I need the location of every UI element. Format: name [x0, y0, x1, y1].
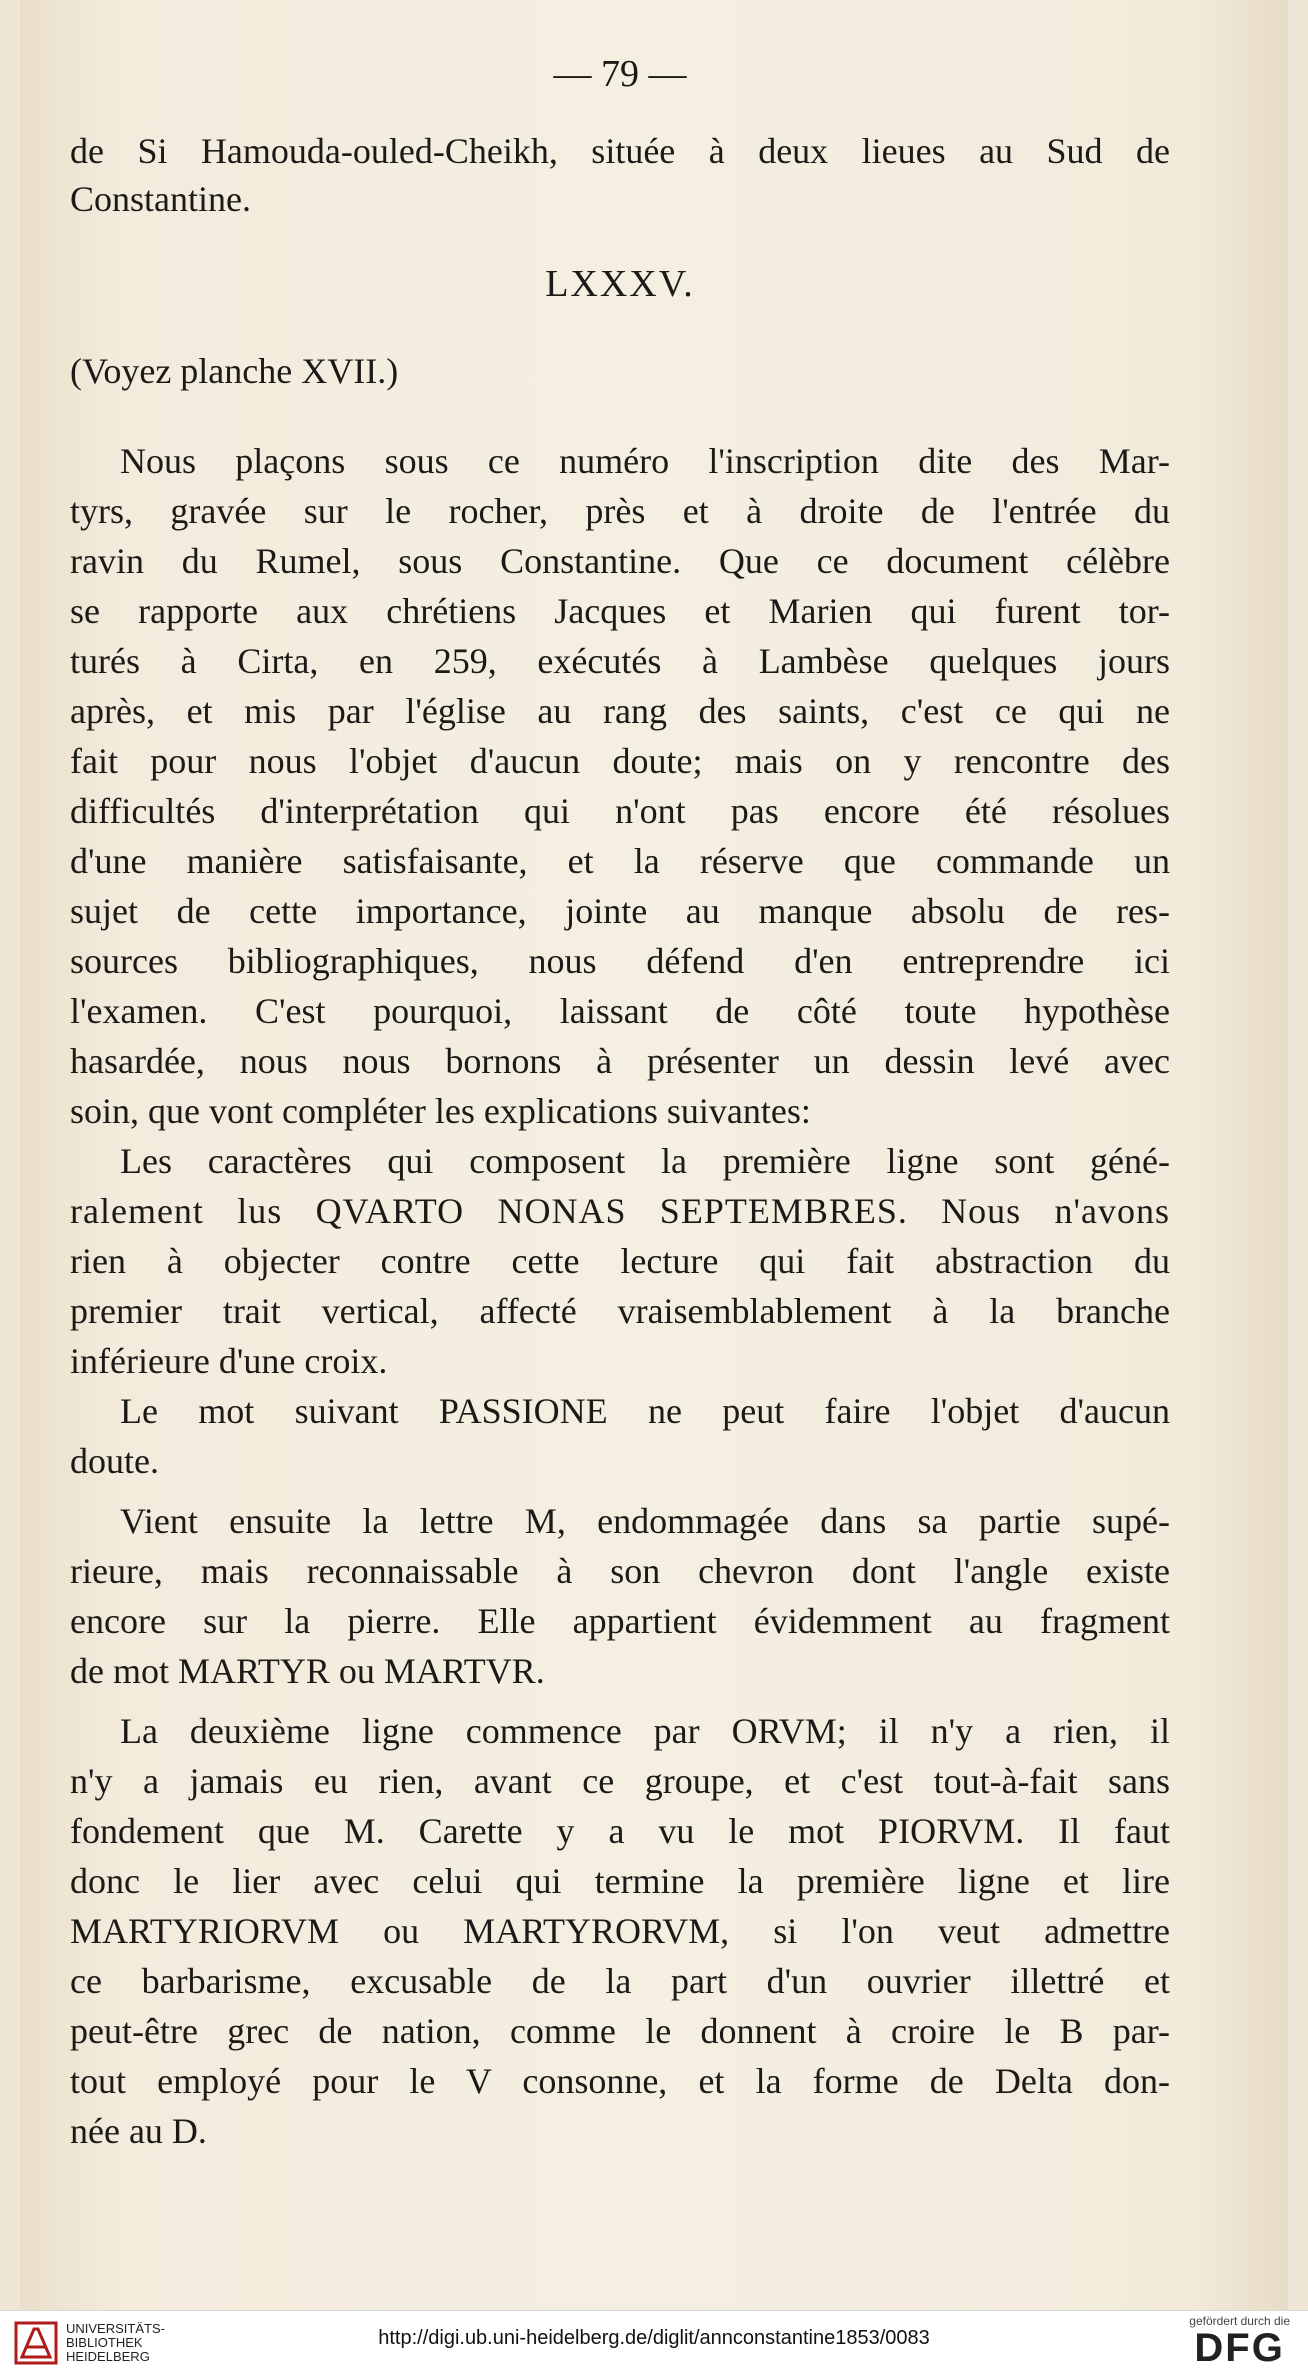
text-line: peut-être grec de nation, comme le donnent à croire le B par-	[70, 2011, 1170, 2051]
text-line: se rapporte aux chrétiens Jacques et Marien qui furent tor-	[70, 591, 1170, 631]
text-line: MARTYRIORVM ou MARTYRORVM, si l'on veut admettre	[70, 1911, 1170, 1951]
text-line: n'y a jamais eu rien, avant ce groupe, et c'est tout-à-fait sans	[70, 1761, 1170, 1801]
text-line: après, et mis par l'église au rang des saints, c'est ce qui ne	[70, 691, 1170, 731]
viewer-footer	[0, 2310, 1308, 2372]
text-line: rien à objecter contre cette lecture qui fait abstraction du	[70, 1241, 1170, 1281]
text-line: sources bibliographiques, nous défend d'en entreprendre ici	[70, 941, 1170, 981]
text-line: La deuxième ligne commence par ORVM; il n'y a rien, il	[120, 1711, 1170, 1751]
sponsor-label: gefördert durch die	[1189, 2314, 1290, 2328]
text-line: tyrs, gravée sur le rocher, près et à droite de l'entrée du	[70, 491, 1170, 531]
library-name-line: HEIDELBERG	[66, 2349, 150, 2364]
text-line: fondement que M. Carette y a vu le mot PIORVM. Il faut	[70, 1811, 1170, 1851]
text-line: encore sur la pierre. Elle appartient évidemment au fragment	[70, 1601, 1170, 1641]
text-line: fait pour nous l'objet d'aucun doute; mais on y rencontre des	[70, 741, 1170, 781]
text-line: de mot MARTYR ou MARTVR.	[70, 1651, 545, 1691]
text-line: ravin du Rumel, sous Constantine. Que ce document célèbre	[70, 541, 1170, 581]
section-heading: LXXXV.	[545, 263, 695, 305]
text-line: donc le lier avec celui qui termine la première ligne et lire	[70, 1861, 1170, 1901]
text-line: de Si Hamouda-ouled-Cheikh, située à deux lieues au Sud de	[70, 131, 1170, 171]
library-name-line: UNIVERSITÄTS-	[66, 2321, 165, 2336]
sponsor-logo	[1189, 2314, 1290, 2368]
text-line: Les caractères qui composent la première ligne sont géné-	[120, 1141, 1170, 1181]
text-line: née au D.	[70, 2111, 207, 2151]
text-line: inférieure d'une croix.	[70, 1341, 388, 1381]
text-line: soin, que vont compléter les explications suivantes:	[70, 1091, 811, 1131]
text-line: l'examen. C'est pourquoi, laissant de côté toute hypothèse	[70, 991, 1170, 1031]
permalink-url[interactable]: http://digi.ub.uni-heidelberg.de/diglit/annconstantine1853/0083	[378, 2327, 930, 2349]
text-line: premier trait vertical, affecté vraisemblablement à la branche	[70, 1291, 1170, 1331]
text-line: d'une manière satisfaisante, et la réserve que commande un	[70, 841, 1170, 881]
text-line: turés à Cirta, en 259, exécutés à Lambèse quelques jours	[70, 641, 1170, 681]
page-number: — 79 —	[553, 53, 687, 95]
text-line: tout employé pour le V consonne, et la forme de Delta don-	[70, 2061, 1170, 2101]
text-line: Constantine.	[70, 179, 251, 219]
text-line: difficultés d'interprétation qui n'ont pas encore été résolues	[70, 791, 1170, 831]
library-name-line: BIBLIOTHEK	[66, 2335, 143, 2350]
dfg-logo: DFG	[1194, 2326, 1285, 2370]
text-line: Vient ensuite la lettre M, endommagée dans sa partie supé-	[120, 1501, 1170, 1541]
text-line: Le mot suivant PASSIONE ne peut faire l'objet d'aucun	[120, 1391, 1170, 1431]
text-line: doute.	[70, 1441, 159, 1481]
text-line: Nous plaçons sous ce numéro l'inscription dite des Mar-	[120, 441, 1170, 481]
text-line: ralement lus QVARTO NONAS SEPTEMBRES. Nous n'avons	[70, 1191, 1170, 1231]
text-line: rieure, mais reconnaissable à son chevron dont l'angle existe	[70, 1551, 1170, 1591]
text-line: sujet de cette importance, jointe au manque absolu de res-	[70, 891, 1170, 931]
page	[20, 0, 1288, 2310]
text-line: hasardée, nous nous bornons à présenter un dessin levé avec	[70, 1041, 1170, 1081]
text-line: ce barbarisme, excusable de la part d'un ouvrier illettré et	[70, 1961, 1170, 2001]
plate-reference: (Voyez planche XVII.)	[70, 351, 399, 391]
